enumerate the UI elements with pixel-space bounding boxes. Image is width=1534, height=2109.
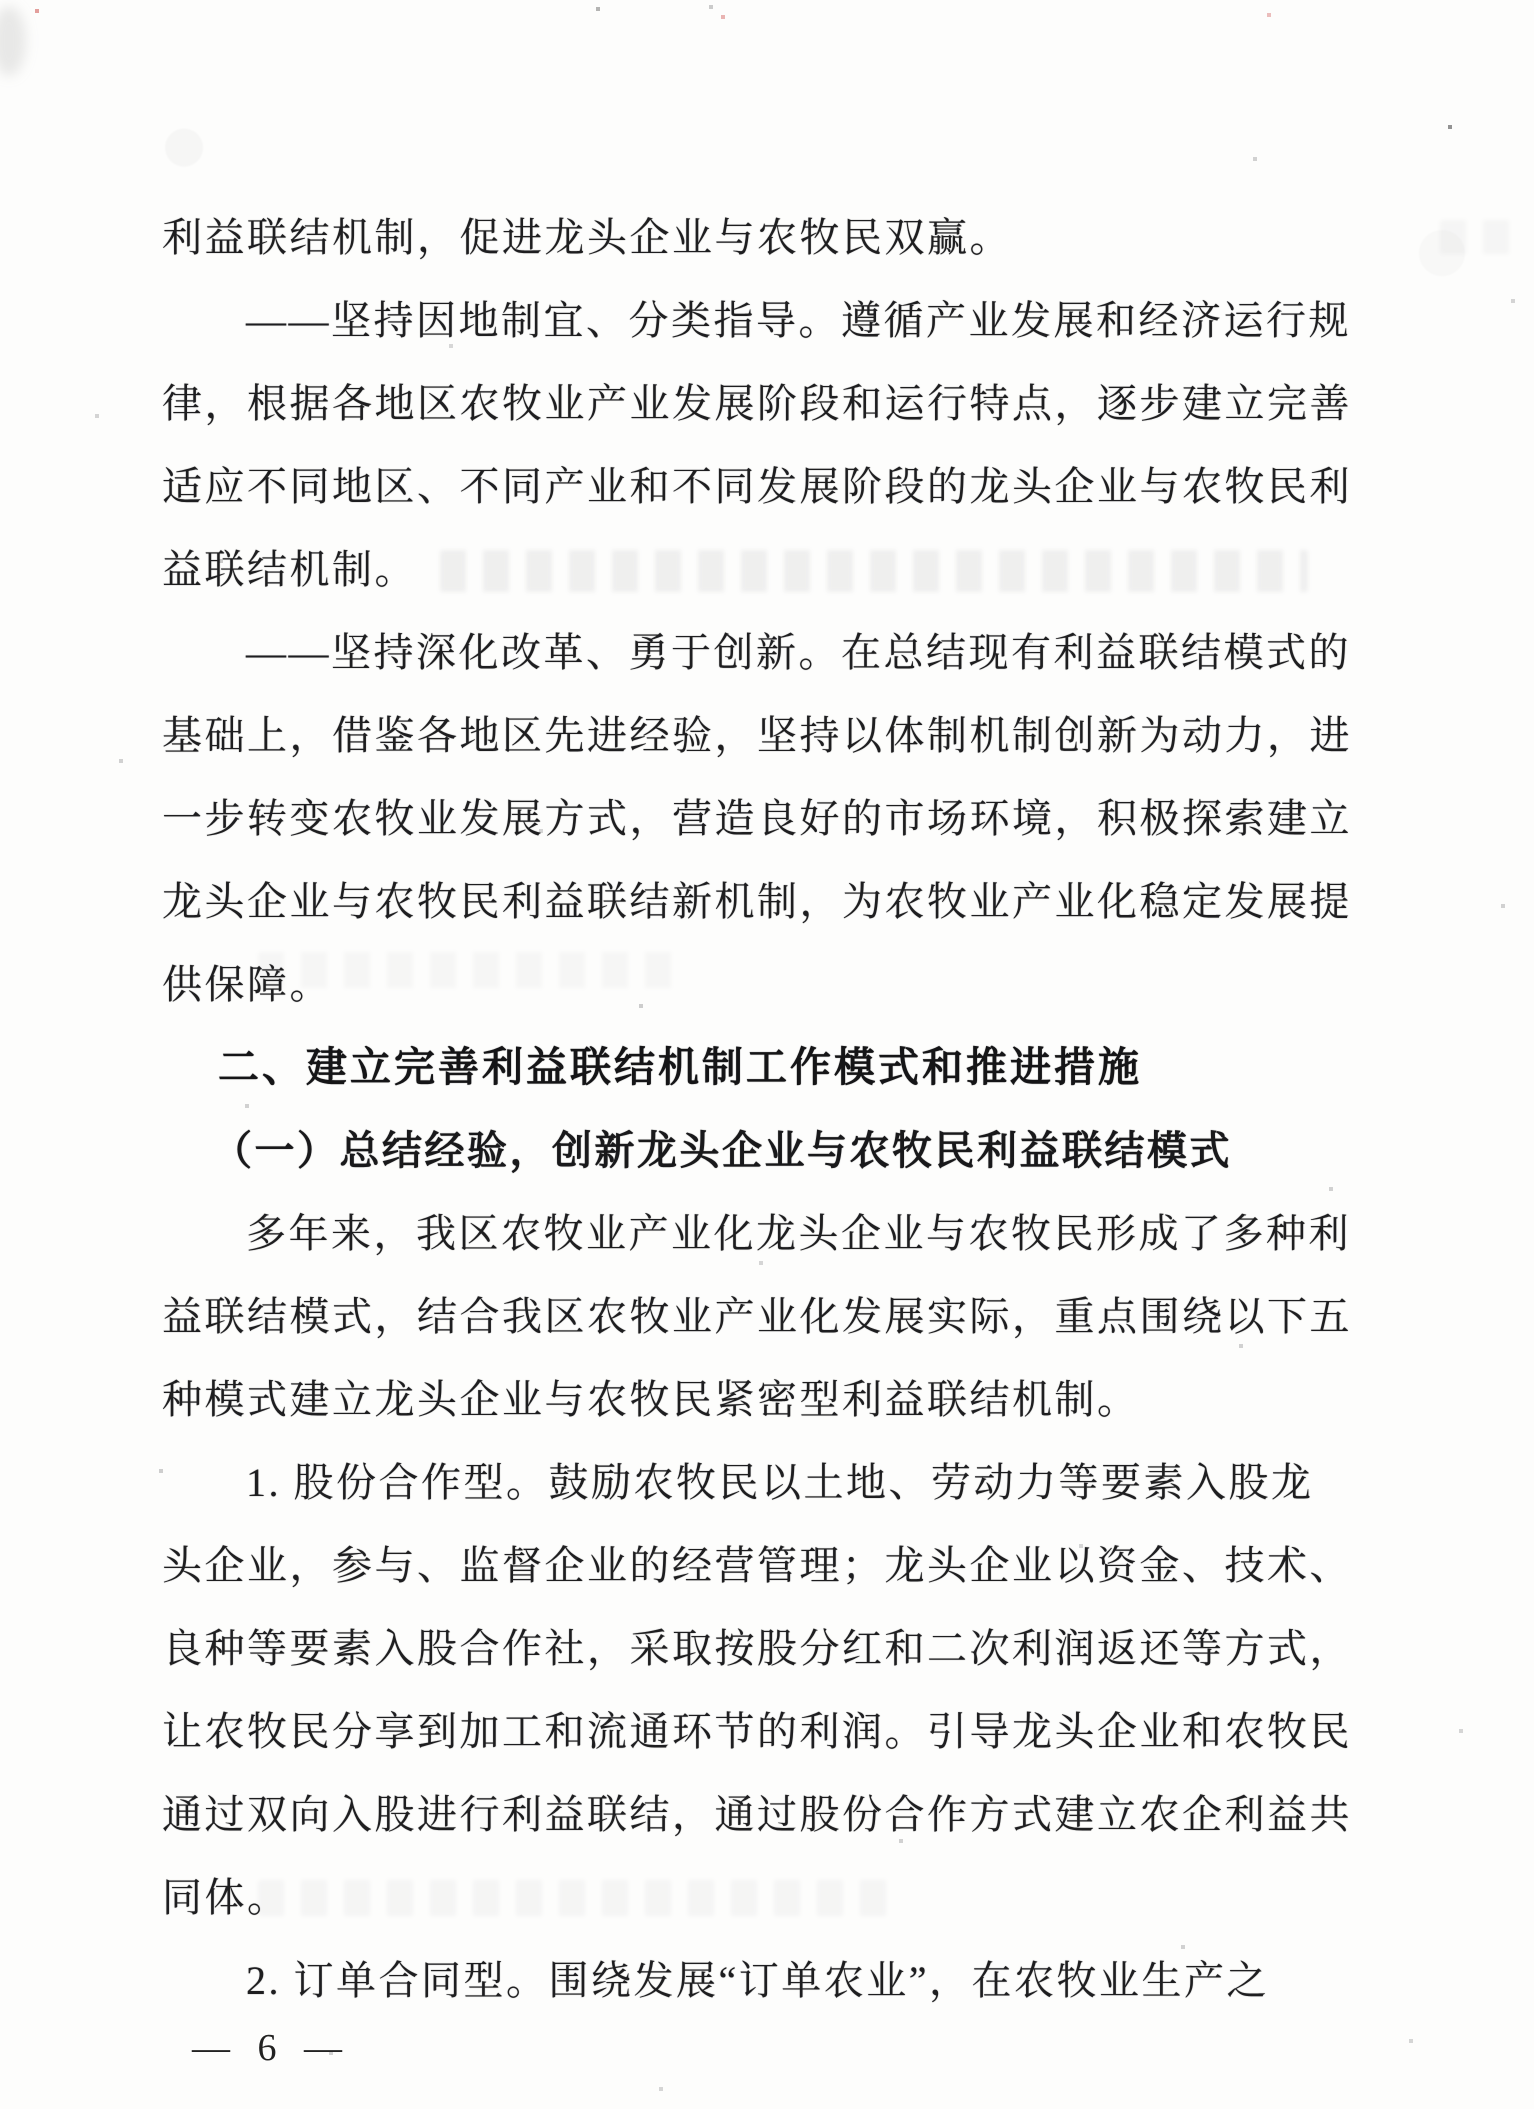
text-line: 律，根据各地区农牧业产业发展阶段和运行特点，逐步建立完善 [162,381,1352,426]
text-line: （一）总结经验，创新龙头企业与农牧民利益联结模式 [212,1128,1232,1173]
text-line: 益联结模式，结合我区农牧业产业化发展实际，重点围绕以下五 [162,1294,1352,1339]
scan-noise-speckles [0,0,2,2]
text-line: 基础上，借鉴各地区先进经验，坚持以体制机制创新为动力，进 [162,713,1352,758]
text-line: 种模式建立龙头企业与农牧民紧密型利益联结机制。 [162,1377,1140,1422]
scan-smudge [0,6,26,76]
text-line: 二、建立完善利益联结机制工作模式和推进措施 [218,1044,1142,1090]
document-text-block [162,196,1358,2022]
text-line: 一步转变农牧业发展方式，营造良好的市场环境，积极探索建立 [162,796,1352,841]
text-line: ——坚持深化改革、勇于创新。在总结现有利益联结模式的 [246,630,1351,675]
text-line: 龙头企业与农牧民利益联结新机制，为农牧业产业化稳定发展提 [162,879,1352,924]
text-line: 通过双向入股进行利益联结，通过股份合作方式建立农企利益共 [162,1792,1352,1837]
text-line: 适应不同地区、不同产业和不同发展阶段的龙头企业与农牧民利 [162,464,1352,509]
scan-artifact-bleedthrough [1440,220,1520,254]
text-line: ——坚持因地制宜、分类指导。遵循产业发展和经济运行规 [246,298,1351,343]
text-line: 2. 订单合同型。围绕发展“订单农业”，在农牧业生产之 [246,1958,1270,2003]
text-line: 益联结机制。 [162,547,417,592]
text-line: 利益联结机制，促进龙头企业与农牧民双赢。 [162,215,1012,260]
text-line: 供保障。 [162,962,332,1007]
page-number: — 6 — [192,2027,351,2069]
text-line: 1. 股份合作型。鼓励农牧民以土地、劳动力等要素入股龙 [246,1460,1314,1505]
text-line: 让农牧民分享到加工和流通环节的利润。引导龙头企业和农牧民 [162,1709,1352,1754]
text-line: 头企业，参与、监督企业的经营管理；龙头企业以资金、技术、 [162,1543,1352,1588]
text-line: 多年来，我区农牧业产业化龙头企业与农牧民形成了多种利 [246,1211,1351,1256]
text-line: 良种等要素入股合作社，采取按股分红和二次利润返还等方式， [162,1626,1352,1671]
text-line: 同体。 [162,1875,290,1920]
